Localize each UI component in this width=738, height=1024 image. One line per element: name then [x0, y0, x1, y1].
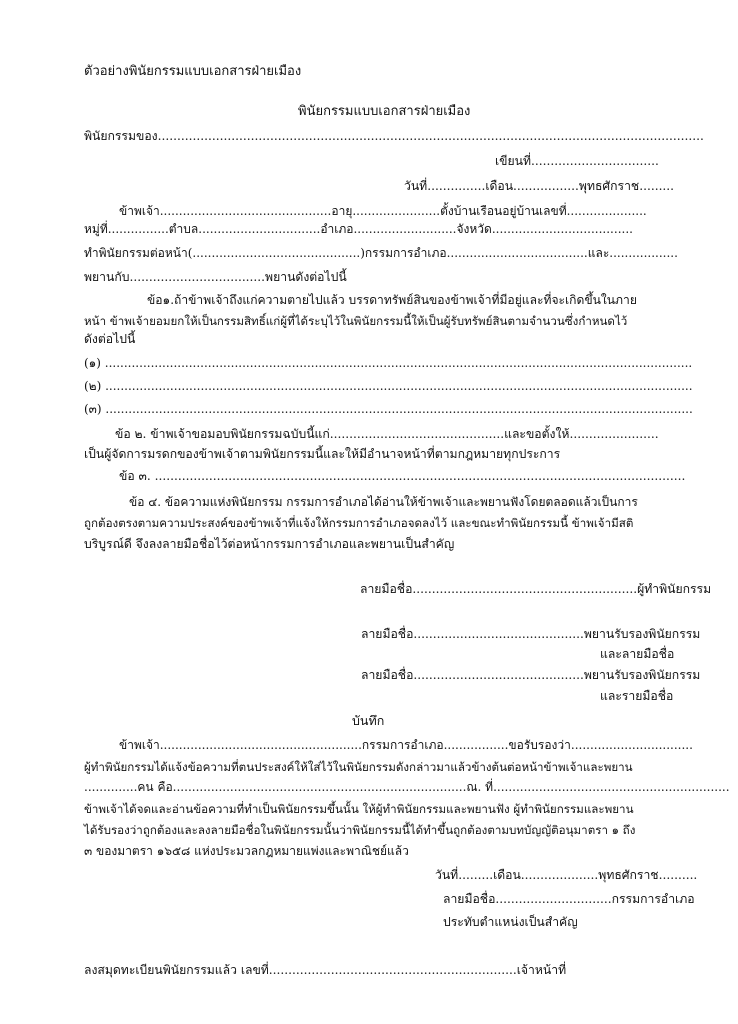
clause-1-line-2: หน้า ข้าพเจ้ายอมยกให้เป็นกรรมสิทธิ์แก่ผู้ที่ได้ระบุไว้ในพินัยกรรมนี้ให้เป็นผู้รับทรัพย์สินตามจำนวนซึ่งกำหนดไว้	[84, 314, 628, 328]
clause-2-line-1: ข้อ ๒. ข้าพเจ้าขอมอบพินัยกรรมฉบับนี้แก่.............................................และขอตั้งให้.......................	[115, 427, 659, 441]
written-at-line: เขียนที่.................................	[495, 154, 659, 168]
witness-1-signature: ลายมือชื่อ............................................พยานรับรองพินัยกรรม	[361, 627, 701, 641]
will-of-line: พินัยกรรมของ.............................................................................................................................................	[84, 129, 704, 143]
record-line-1: ข้าพเจ้า.....................................................กรรมการอำเภอ.................ขอรับรองว่า................................	[119, 738, 693, 752]
address-line: หมู่ที่................ตำบล................................อำเภอ...........................จังหวัด.....................................	[84, 222, 633, 236]
list-item: (๓) ..........................................................................................................................................................	[84, 402, 693, 416]
date-line: วันที่...............เดือน.................พุทธศักราช.........	[404, 179, 675, 193]
person-line: ข้าพเจ้า.............................................อายุ.......................ตั้งบ้านเรือนอยู่บ้านเลขที่.....................	[119, 204, 647, 218]
record-line-6: ๓ ของมาตรา ๑๖๕๘ แห่งประมวลกฎหมายแพ่งและพาณิชย์แล้ว	[84, 844, 409, 858]
list-item: (๑) ..........................................................................................................................................................	[84, 356, 693, 370]
witness-2-signature: ลายมือชื่อ............................................พยานรับรองพินัยกรรม	[361, 668, 701, 682]
record-line-2: ผู้ทำพินัยกรรมได้แจ้งข้อความที่ตนประสงค์ให้ใส่ไว้ในพินัยกรรมดังกล่าวมาแล้วข้างต้นต่อหน้าข้าพเจ้าและพยาน	[84, 760, 633, 774]
clause-4-line-2: ถูกต้องตรงตามความประสงค์ของข้าพเจ้าที่แจ้งให้กรรมการอำเภอจดลงไว้ และขณะทำพินัยกรรมนี้ ข้าพเจ้ามีสติ	[84, 516, 634, 530]
witness-2-name-label: และรายมือชื่อ	[600, 689, 674, 703]
witness-1-name-label: และลายมือชื่อ	[600, 647, 675, 661]
record-line-4: ข้าพเจ้าได้จดและอ่านข้อความที่ทำเป็นพินัยกรรมขึ้นนั้น ให้ผู้ทำพินัยกรรมและพยานฟัง ผู้ทำพินัยกรรมและพยาน	[84, 802, 634, 816]
clause-4-line-3: บริบูรณ์ดี จึงลงลายมือชื่อไว้ต่อหน้ากรรมการอำเภอและพยานเป็นสำคัญ	[84, 537, 455, 551]
list-item: (๒) ..........................................................................................................................................................	[84, 379, 693, 393]
record-heading: บันทึก	[352, 713, 385, 728]
clause-4-line-1: ข้อ ๔. ข้อความแห่งพินัยกรรม กรรมการอำเภอได้อ่านให้ข้าพเจ้าและพยานฟังโดยตลอดแล้วเป็นการ	[129, 495, 638, 509]
before-line: ทำพินัยกรรมต่อหน้า(............................................)กรรมการอำเภอ.....................................และ..................	[84, 246, 678, 260]
testator-signature: ลายมือชื่อ..........................................................ผู้ทำพินัยกรรม	[360, 582, 712, 596]
clause-1-line-1: ข้อ๑.ถ้าข้าพเจ้าถึงแก่ความตายไปแล้ว บรรดาทรัพย์สินของข้าพเจ้าที่มีอยู่และที่จะเกิดขึ้นในภาย	[147, 293, 637, 307]
record-line-3: ..............คน คือ.............................................................................ณ. ที่..............................................................	[84, 780, 730, 794]
clause-2-line-2: เป็นผู้จัดการมรดกของข้าพเจ้าตามพินัยกรรมนี้และให้มีอำนาจหน้าที่ตามกฎหมายทุกประการ	[84, 447, 561, 461]
seal-note: ประทับตำแหน่งเป็นสำคัญ	[443, 915, 578, 929]
witness-line: พยานกับ...................................พยานดังต่อไปนี้	[84, 270, 347, 284]
record-line-5: ได้รับรองว่าถูกต้องและลงลายมือชื่อในพินัยกรรมนั้นว่าพินัยกรรมนี้ได้ทำขึ้นถูกต้องตามบทบัญญัติอนุมาตรา ๑ ถึง	[84, 823, 636, 837]
registry-footer: ลงสมุดทะเบียนพินัยกรรมแล้ว เลขที่................................................................เจ้าหน้าที่	[84, 963, 567, 977]
district-officer-signature: ลายมือชื่อ..............................กรรมการอำเภอ	[443, 892, 695, 906]
record-date-line: วันที่.........เดือน....................พุทธศักราช..........	[435, 868, 698, 882]
clause-1-line-3: ดังต่อไปนี้	[84, 332, 136, 346]
clause-3: ข้อ ๓. .........................................................................................................................................	[119, 469, 686, 483]
document-title: พินัยกรรมแบบเอกสารฝ่ายเมือง	[298, 104, 471, 119]
header-note: ตัวอย่างพินัยกรรมแบบเอกสารฝ่ายเมือง	[84, 64, 302, 79]
